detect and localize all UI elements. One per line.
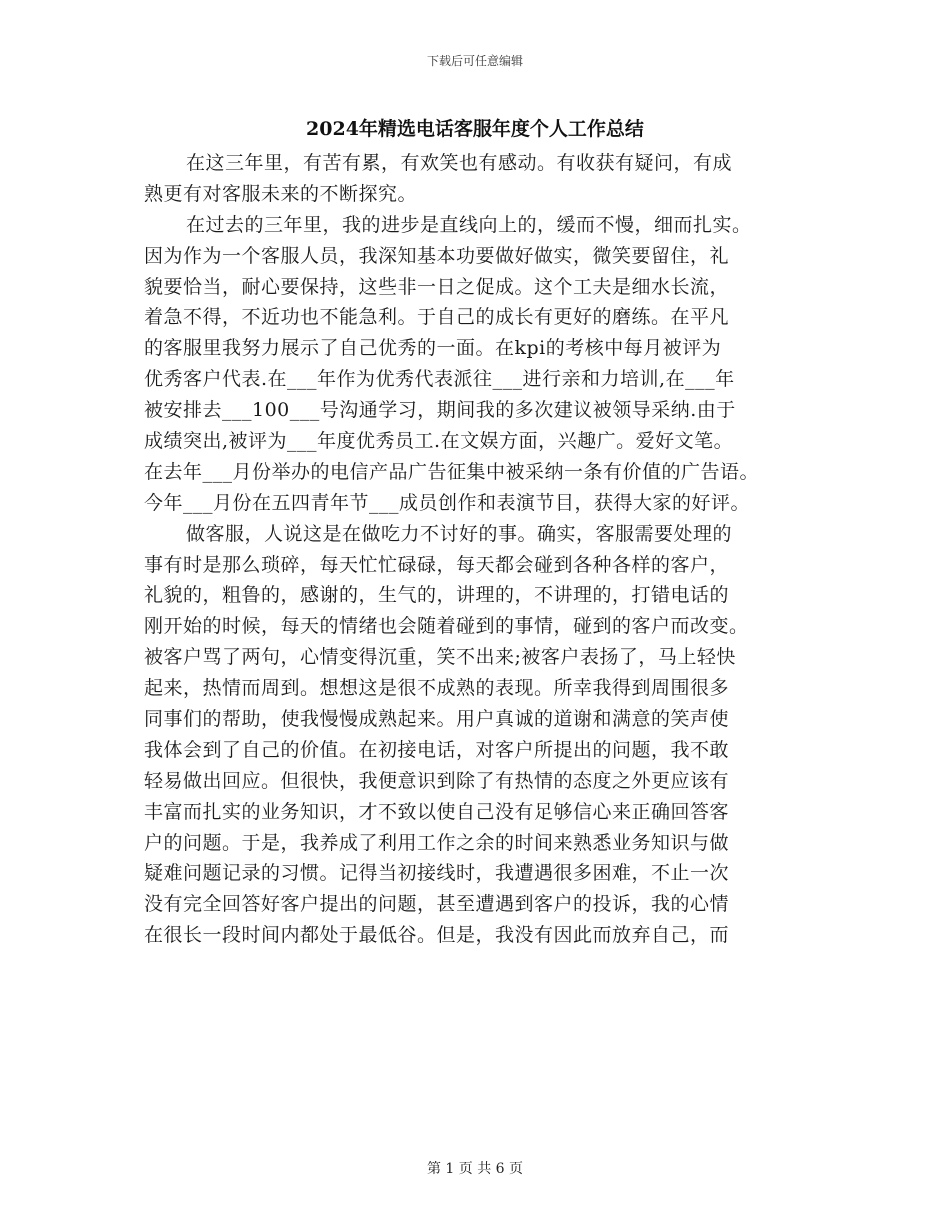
body-line: 在很长一段时间内都处于最低谷。但是，我没有因此而放弃自己，而 [144, 924, 730, 947]
page-number-footer: 第 1 页 共 6 页 [426, 1161, 524, 1177]
body-line: 着急不得，不近功也不能急利。于自己的成长有更好的磨练。在平凡 [144, 306, 730, 329]
body-line: 同事们的帮助，使我慢慢成熟起来。用户真诚的道谢和满意的笑声使 [144, 708, 730, 731]
body-line: 丰富而扎实的业务知识，才不致以使自己没有足够信心来正确回答客 [144, 800, 730, 823]
body-line: 事有时是那么琐碎，每天忙忙碌碌，每天都会碰到各种各样的客户， [144, 553, 730, 576]
body-line: 礼貌的，粗鲁的，感谢的，生气的，讲理的，不讲理的，打错电话的 [144, 584, 730, 607]
body-line: 在这三年里，有苦有累，有欢笑也有感动。有收获有疑问，有成 [186, 152, 733, 174]
body-line: 被安排去___100___号沟通学习，期间我的多次建议被领导采纳.由于 [144, 399, 736, 422]
body-line: 轻易做出回应。但很快，我便意识到除了有热情的态度之外更应该有 [144, 769, 730, 792]
body-line: 没有完全回答好客户提出的问题，甚至遭遇到客户的投诉，我的心情 [144, 893, 730, 916]
body-line: 疑难问题记录的习惯。记得当初接线时，我遭遇很多困难，不止一次 [144, 862, 730, 885]
body-line: 成绩突出,被评为___年度优秀员工.在文娱方面，兴趣广。爱好文笔。 [144, 430, 734, 453]
body-line: 貌要恰当，耐心要保持，这些非一日之促成。这个工夫是细水长流， [144, 275, 730, 298]
body-line: 被客户骂了两句，心情变得沉重，笑不出来;被客户表扬了，马上轻快 [144, 646, 736, 669]
document-title: 2024年精选电话客服年度个人工作总结 [306, 118, 644, 140]
body-line: 起来，热情而周到。想想这是很不成熟的表现。所幸我得到周围很多 [144, 677, 730, 700]
body-line: 在去年___月份举办的电信产品广告征集中被采纳一条有价值的广告语。 [144, 460, 760, 483]
body-line: 的客服里我努力展示了自己优秀的一面。在kpi的考核中每月被评为 [144, 337, 722, 360]
body-line: 在过去的三年里，我的进步是直线向上的，缓而不慢，细而扎实。 [186, 213, 752, 236]
document-body [144, 148, 844, 951]
body-line: 户的问题。于是，我养成了利用工作之余的时间来熟悉业务知识与做 [144, 831, 730, 854]
body-line: 因为作为一个客服人员，我深知基本功要做好做实，微笑要留住，礼 [144, 244, 730, 267]
body-line: 熟更有对客服未来的不断探究。 [144, 182, 418, 205]
body-line: 做客服，人说这是在做吃力不讨好的事。确实，客服需要处理的 [186, 522, 733, 545]
body-line: 今年___月份在五四青年节___成员创作和表演节目，获得大家的好评。 [144, 491, 751, 514]
page-header-note: 下载后可任意编辑 [426, 54, 523, 68]
body-line: 刚开始的时候，每天的情绪也会随着碰到的事情，碰到的客户而改变。 [144, 615, 749, 638]
body-line: 优秀客户代表.在___年作为优秀代表派往___进行亲和力培训,在___年 [144, 368, 735, 391]
body-line: 我体会到了自己的价值。在初接电话，对客户所提出的问题，我不敢 [144, 738, 730, 761]
